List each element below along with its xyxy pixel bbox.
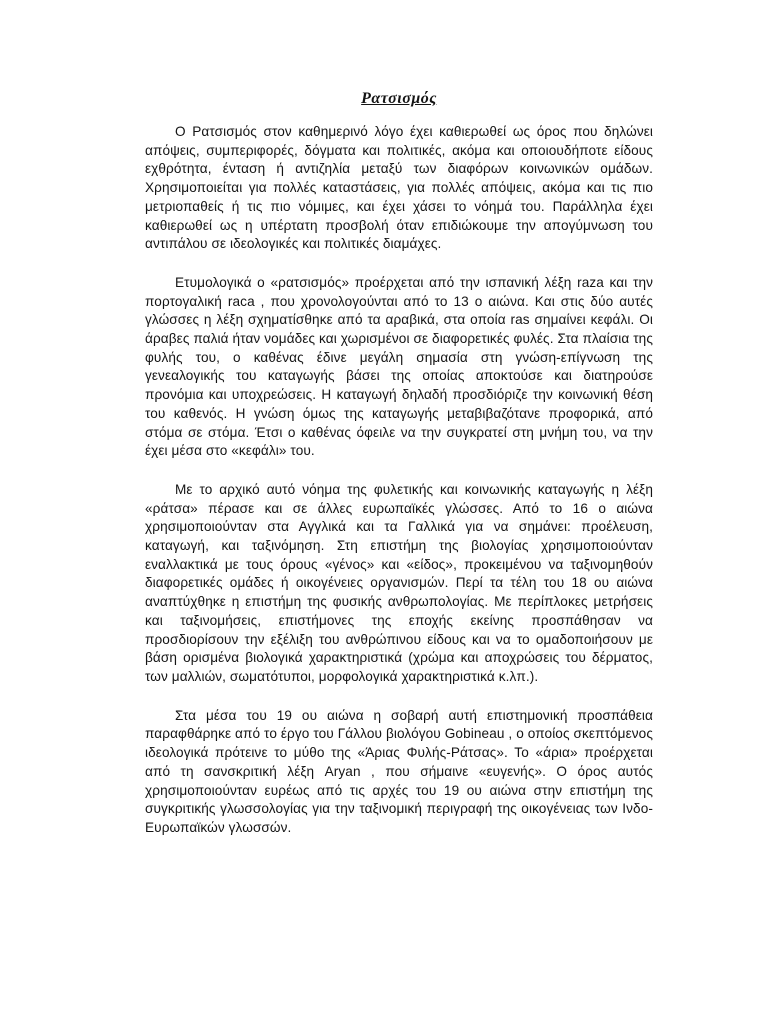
paragraph-aryan-myth: Στα μέσα του 19 ου αιώνα η σοβαρή αυτή επιστημονική προσπάθεια παραφθάρηκε από το έργο του Γάλλου βιολόγου Gobineau , ο οποίος σκεπτόμενος ιδεολογικά πρότεινε το μύθο της «Άριας Φυλής-Ράτσας». Το «άρια» προέρχεται από τη σανσκριτική λέξη Aryan , που σήμαινε «ευγενής». Ο όρος αυτός χρησιμοποιούνταν ευρέως από τις αρχές του 19 ου αιώνα στην επιστήμη της συγκριτικής γλωσσολογίας για την ταξινομική περιγραφή της οικογένειας των Ινδο-Ευρωπαϊκών γλωσσών. — [145, 707, 653, 835]
paragraph-european-usage: Με το αρχικό αυτό νόημα της φυλετικής και κοινωνικής καταγωγής η λέξη «ράτσα» πέρασε και σε άλλες ευρωπαϊκές γλώσσες. Από το 16 ο αιώνα χρησιμοποιούνταν στα Αγγλικά και τα Γαλλικά για να σημάνει: προέλευση, καταγωγή, και ταξινόμηση. Στη επιστήμη της βιολογίας χρησιμοποιούνταν εναλλακτικά με τους όρους «γένος» και «είδος», προκειμένου να ταξινομηθούν διαφορετικές ομάδες ή οικογένειες οργανισμών. Περί τα τέλη του 18 ου αιώνα αναπτύχθηκε η επιστήμη της φυσικής ανθρωπολογίας. Με περίπλοκες μετρήσεις και ταξινομήσεις, επιστήμονες της εποχής εκείνης προσπάθησαν να προσδιορίσουν την εξέλιξη του ανθρώπινου είδους και να το ομαδοποιήσουν με βάση ορισμένα βιολογικά χαρακτηριστικά (χρώμα και αποχρώσεις του δέρματος, των μαλλιών, σωματότυποι, μορφολογικά χαρακτηριστικά κ.λπ.). — [145, 481, 653, 684]
document-title: Ρατσισμός — [361, 90, 437, 107]
paragraph-definition: Ο Ρατσισμός στον καθημερινό λόγο έχει καθιερωθεί ως όρος που δηλώνει απόψεις, συμπεριφορές, δόγματα και πολιτικές, ακόμα και οποιουδήποτε είδους εχθρότητα, ένταση ή αντιζηλία μεταξύ των διαφόρων κοινωνικών ομάδων. Χρησιμοποιείται για πολλές καταστάσεις, για πολλές απόψεις, ακόμα και τις πιο μετριοπαθείς ή τις πιο νόμιμες, και έχει χάσει το νόημά του. Παράλληλα έχει καθιερωθεί ως η υπέρτατη προσβολή όταν επιδιώκουμε την απογύμνωση του αντιπάλου σε ιδεολογικές και πολιτικές διαμάχες. — [145, 124, 653, 252]
paragraph-etymology: Ετυμολογικά ο «ρατσισμός» προέρχεται από την ισπανική λέξη raza και την πορτογαλική raca , που χρονολογούνται από το 13 ο αιώνα. Και στις δύο αυτές γλώσσες η λέξη σχηματίσθηκε από τα αραβικά, στα οποία ras σημαίνει κεφάλι. Οι άραβες παλιά ήταν νομάδες και χωρισμένοι σε διαφορετικές φυλές. Στα πλαίσια της φυλής του, ο καθένας έδινε μεγάλη σημασία στη γνώση-επίγνωση της γενεαλογικής του καταγωγής βάσει της οποίας αποκτούσε και διατηρούσε προνόμια και υποχρεώσεις. Η καταγωγή δηλαδή προσδιόριζε την κοινωνική θέση του καθενός. Η γνώση όμως της καταγωγής μεταβιβαζότανε προφορικά, από στόμα σε στόμα. Έτσι ο καθένας όφειλε να την συγκρατεί στη μνήμη του, να την έχει μέσα στο «κεφάλι» του. — [145, 274, 653, 459]
